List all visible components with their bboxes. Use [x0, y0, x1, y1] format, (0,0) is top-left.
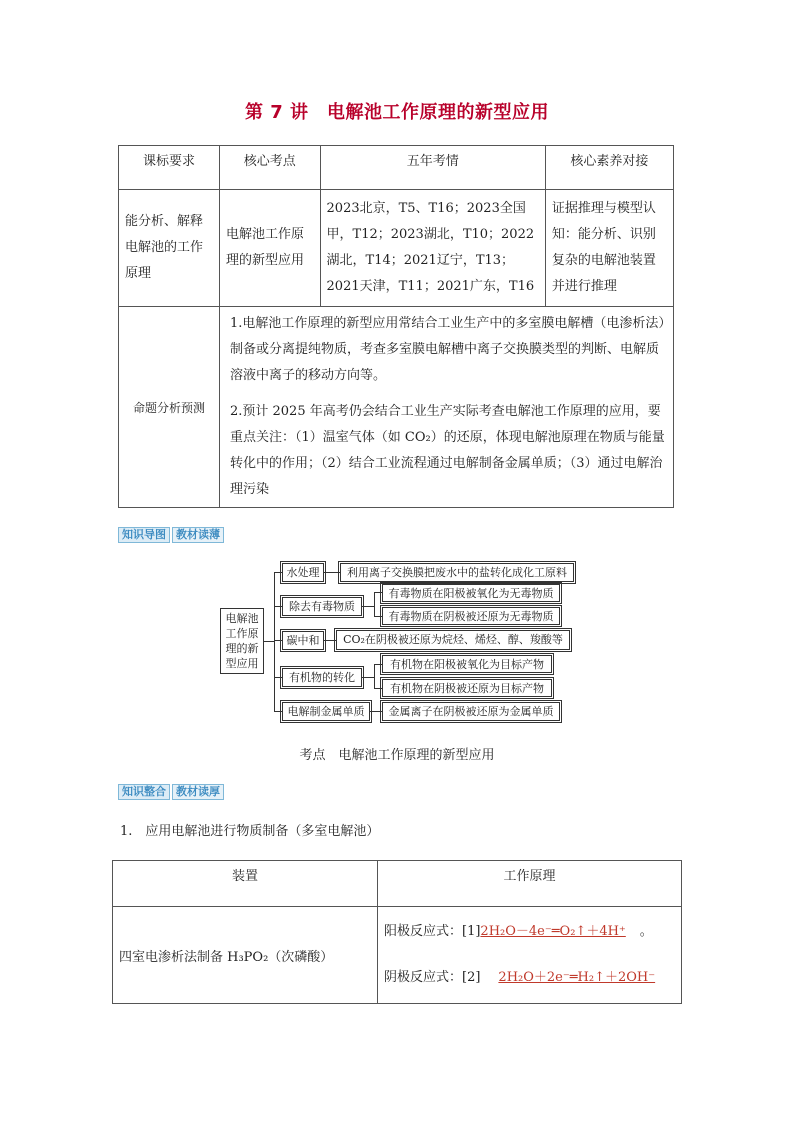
branch-metal-electrolysis: 电解制金属单质 [282, 702, 370, 721]
header-literacy: 核心素养对接 [545, 146, 673, 190]
core-point-cell: 电解池工作原理的新型应用 [219, 190, 320, 307]
knowledge-map-diagram [210, 560, 590, 725]
anode-label: 阳极反应式：[1] [384, 924, 481, 939]
prediction-label: 命题分析预测 [119, 307, 220, 508]
knowledge-map-tag [118, 527, 224, 543]
branch-water-treatment: 水处理 [282, 563, 324, 582]
leaf-organic-anode: 有机物在阳极被氧化为目标产物 [382, 655, 552, 673]
exam-history-cell: 2023北京，T5、T16；2023全国甲，T12；2023湖北，T10；2022湖北，T14；2021辽宁，T13；2021天津，T11；2021广东，T16 [320, 190, 545, 307]
header-core-point: 核心考点 [219, 146, 320, 190]
diagram-root: 电解池工作原理的新型应用 [220, 608, 264, 674]
anode-equation: 2H₂O－4e⁻═O₂↑＋4H⁺ [480, 924, 626, 939]
knowledge-integration-tag [118, 784, 224, 800]
branch-carbon-neutral: 碳中和 [282, 631, 324, 650]
header-requirement: 课标要求 [119, 146, 220, 190]
leaf-toxic-cathode: 有毒物质在阴极被还原为无毒物质 [382, 607, 560, 625]
leaf-water-treatment: 利用离子交换膜把废水中的盐转化成化工原料 [340, 563, 574, 582]
header-principle: 工作原理 [378, 861, 682, 907]
tag-textbook-thick: 教材读厚 [172, 784, 224, 800]
leaf-organic-cathode: 有机物在阴极被还原为目标产物 [382, 679, 552, 697]
branch-organic-conversion: 有机物的转化 [282, 668, 362, 687]
prediction-paragraph-2: 2.预计 2025 年高考仍会结合工业生产实际考查电解池工作原理的应用，要重点关注：（1）温室气体（如 CO₂）的还原，体现电解池原理在物质与能量转化中的作用；（2）结合工业流程通过电解制备金属单质；（3）通过电解治理污染 [229, 404, 665, 497]
anode-end: 。 [639, 924, 653, 939]
header-exam-history: 五年考情 [320, 146, 545, 190]
tag-textbook-thin: 教材读薄 [172, 527, 224, 543]
prediction-content [219, 307, 673, 508]
principle-table [112, 860, 682, 1004]
anode-equation-line [384, 918, 680, 946]
cathode-equation-line [384, 964, 680, 992]
leaf-co2-reduction: CO₂在阴极被还原为烷烃、烯烃、醇、羧酸等 [336, 630, 570, 650]
leaf-toxic-anode: 有毒物质在阳极被氧化为无毒物质 [382, 584, 560, 602]
cathode-label: 阴极反应式：[2] [384, 970, 481, 985]
tag-knowledge-map: 知识导图 [118, 527, 170, 543]
leaf-metal-reduction: 金属离子在阴极被还原为金属单质 [382, 702, 560, 721]
page-title: 第 7 讲 电解池工作原理的新型应用 [244, 102, 550, 123]
principle-cell [378, 907, 682, 1004]
section-title: 考点 电解池工作原理的新型应用 [299, 748, 495, 763]
cathode-equation: 2H₂O＋2e⁻═H₂↑＋2OH⁻ [498, 970, 656, 985]
tag-knowledge-integration: 知识整合 [118, 784, 170, 800]
item-heading: 1. 应用电解池进行物质制备（多室电解池） [120, 824, 380, 839]
header-device: 装置 [113, 861, 378, 907]
prediction-paragraph-1: 1.电解池工作原理的新型应用常结合工业生产中的多室膜电解槽（电渗析法）制备或分离提纯物质，考查多室膜电解槽中离子交换膜类型的判断、电解质溶液中离子的移动方向等。 [229, 316, 665, 383]
device-cell: 四室电渗析法制备 H₃PO₂（次磷酸） [113, 907, 378, 1004]
literacy-cell: 证据推理与模型认知：能分析、识别复杂的电解池装置并进行推理 [545, 190, 673, 307]
branch-remove-toxic: 除去有毒物质 [282, 597, 362, 616]
overview-table [118, 145, 674, 508]
requirement-cell: 能分析、解释电解池的工作原理 [119, 190, 220, 307]
